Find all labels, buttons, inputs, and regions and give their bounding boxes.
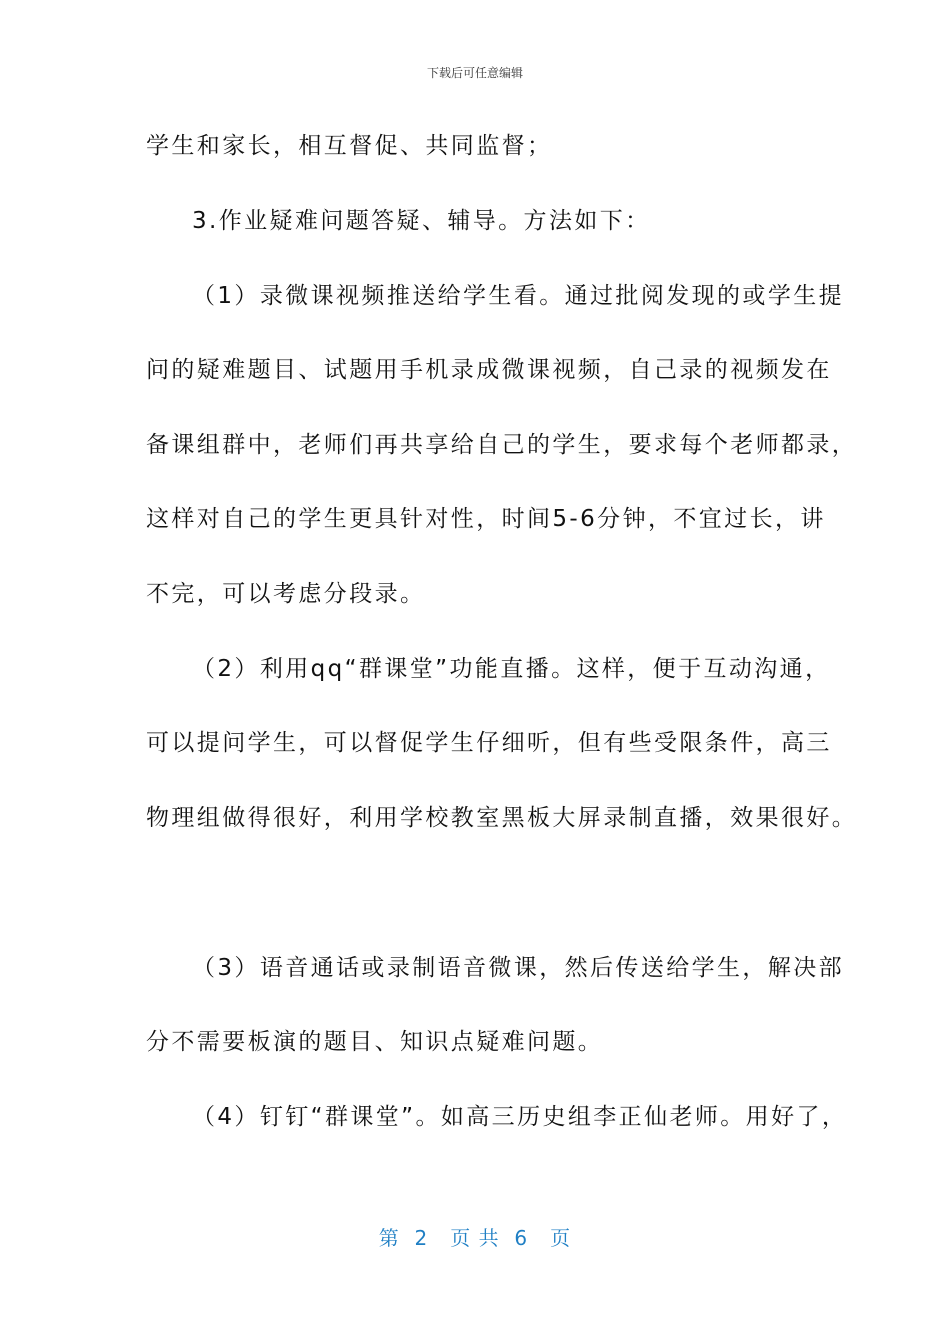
page-header: 下载后可任意编辑 (426, 66, 523, 80)
body-line: （4）钉钉“群课堂”。如高三历史组李正仙老师。用好了， (192, 1104, 848, 1130)
body-line: 分不需要板演的题目、知识点疑难问题。 (146, 1029, 604, 1055)
body-line: 问的疑难题目、试题用手机录成微课视频，自己录的视频发在 (146, 357, 832, 383)
body-line: （2）利用qq“群课堂”功能直播。这样，便于互动沟通， (192, 656, 831, 682)
page-number-footer: 第 2 页 共 6 页 (378, 1226, 572, 1250)
body-line: 3.作业疑难问题答疑、辅导。方法如下： (192, 208, 651, 234)
body-line: 这样对自己的学生更具针对性，时间5-6分钟，不宜过长，讲 (146, 506, 826, 532)
body-line: 不完，可以考虑分段录。 (146, 581, 426, 607)
body-line: 可以提问学生，可以督促学生仔细听，但有些受限条件，高三 (146, 730, 832, 756)
body-line: （3）语音通话或录制语音微课，然后传送给学生，解决部 (192, 955, 845, 981)
body-line: 物理组做得很好，利用学校教室黑板大屏录制直播，效果很好。 (146, 805, 858, 831)
body-line: 学生和家长，相互督促、共同监督； (146, 133, 553, 159)
body-line: （1）录微课视频推送给学生看。通过批阅发现的或学生提 (192, 283, 845, 309)
body-line: 备课组群中，老师们再共享给自己的学生，要求每个老师都录， (146, 432, 858, 458)
